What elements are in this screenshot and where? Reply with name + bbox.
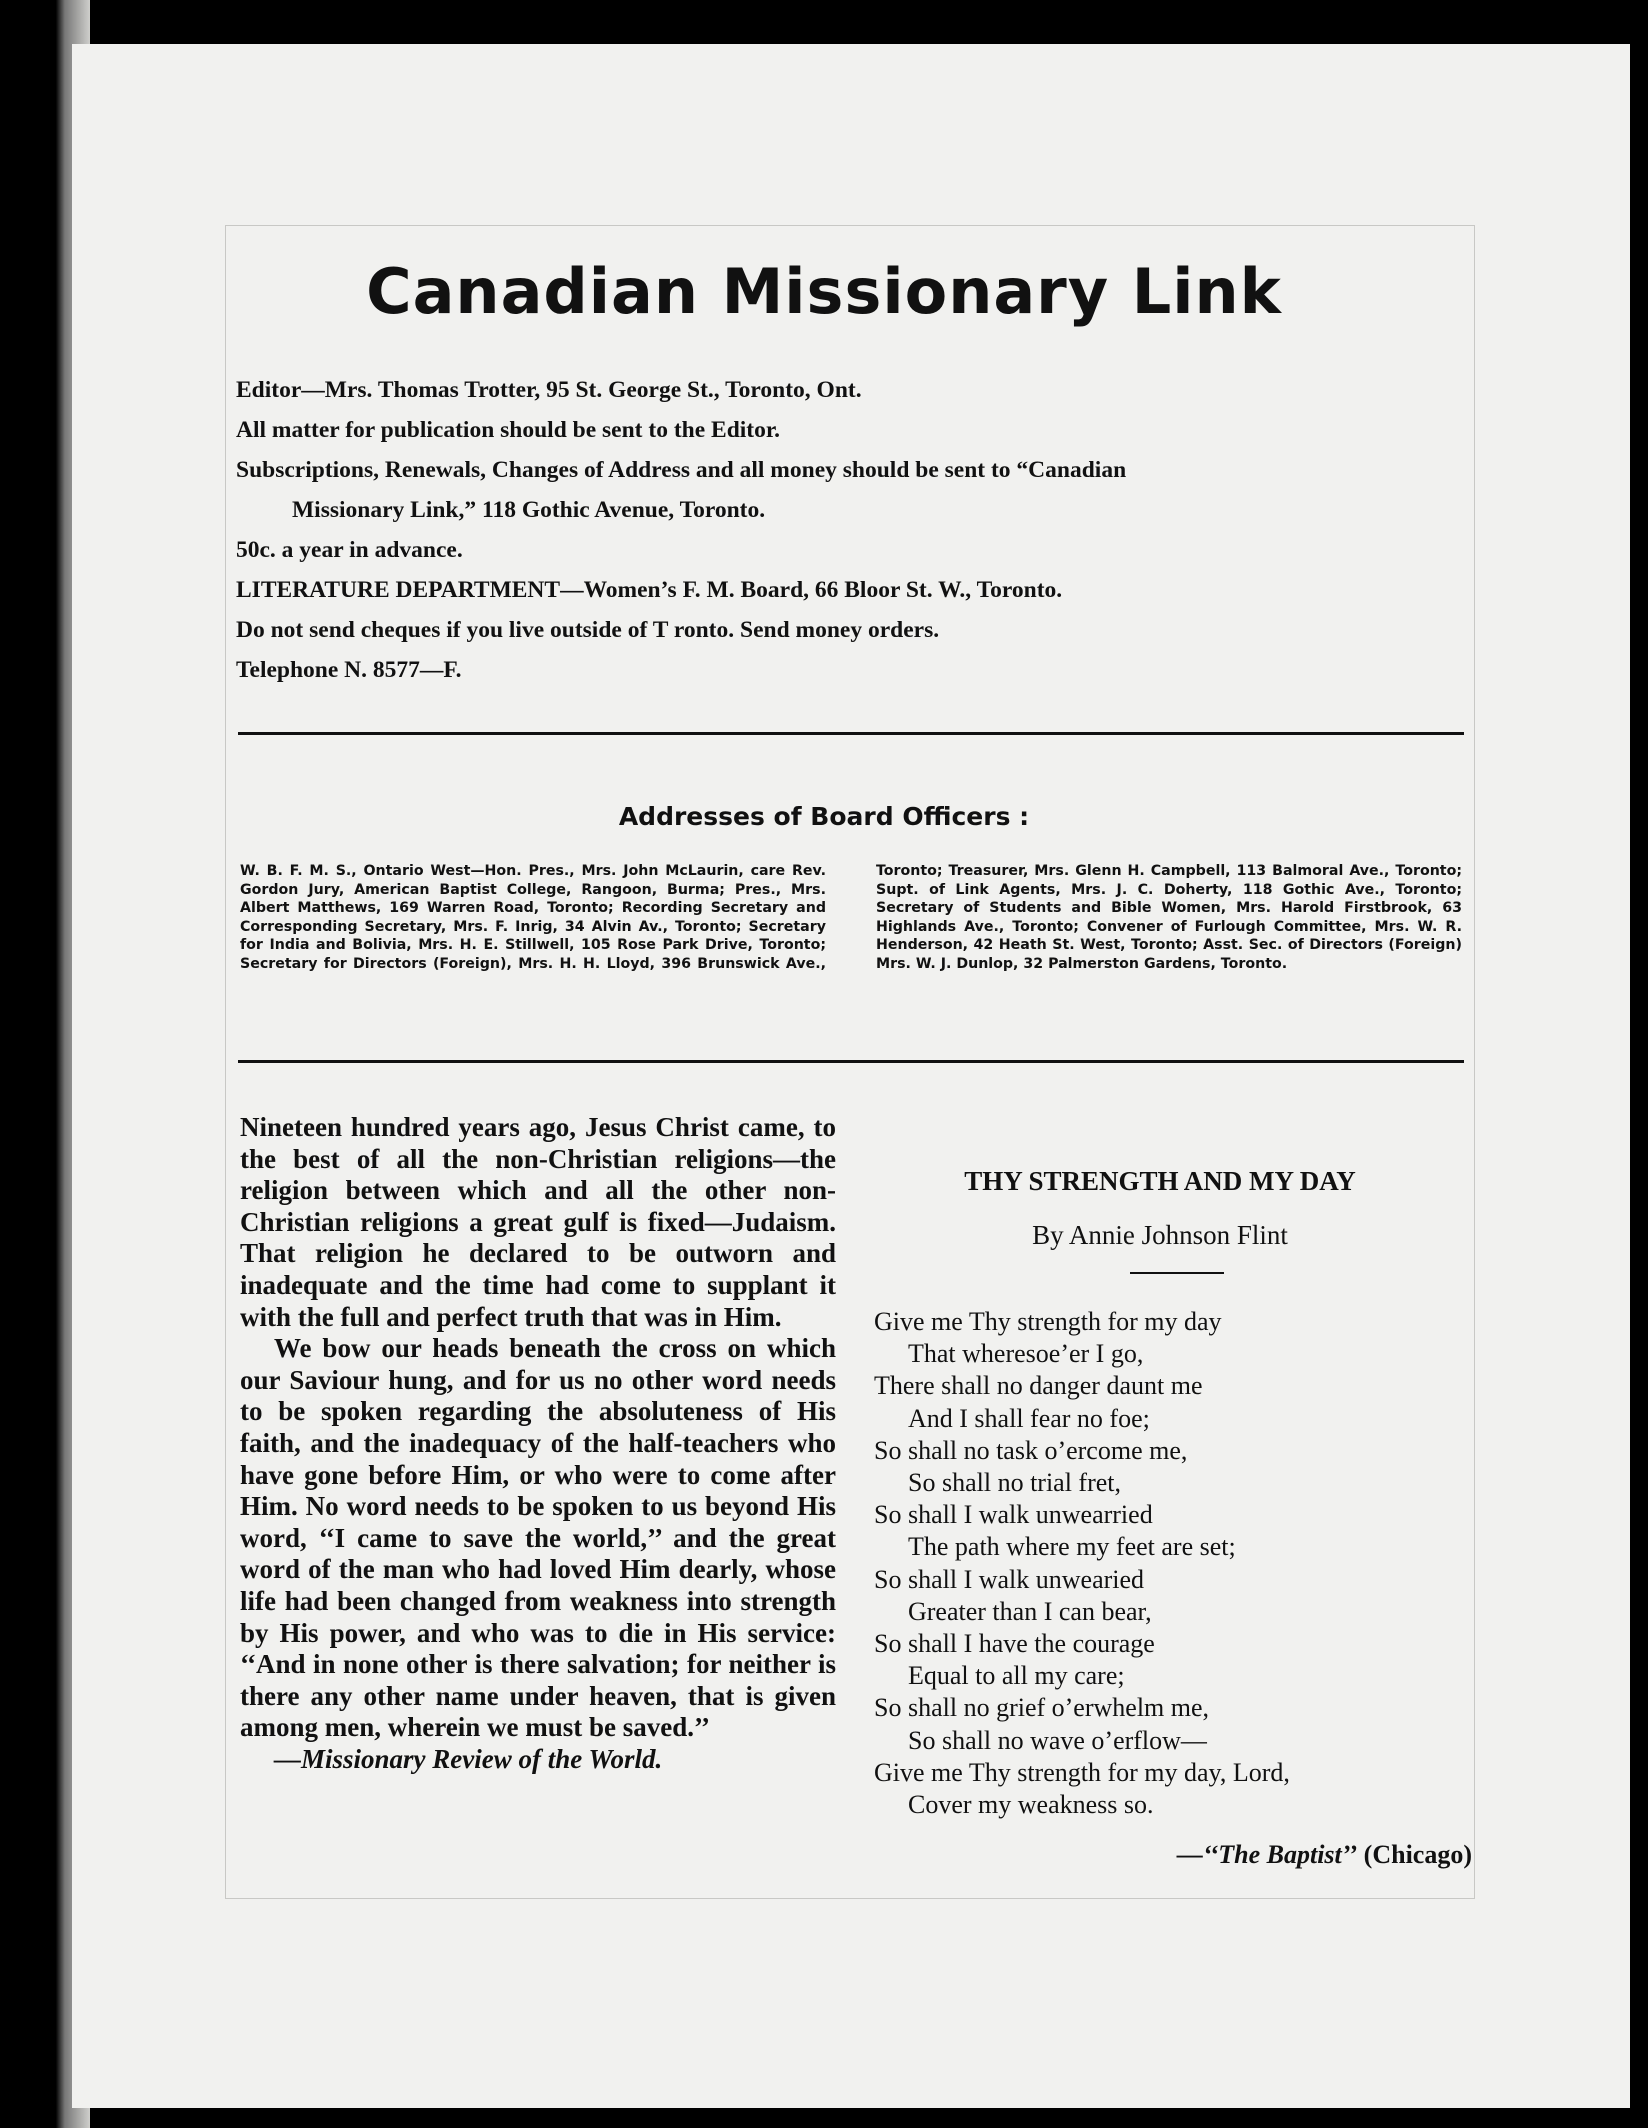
- article-source: —Missionary Review of the World.: [274, 1743, 663, 1774]
- poem-line: Give me Thy strength for my day, Lord,: [874, 1757, 1290, 1787]
- poem-line: So shall I walk unwearried: [874, 1500, 1153, 1530]
- poem-line: So shall no task o’ercome me,: [874, 1435, 1188, 1465]
- info-line-telephone: Telephone N. 8577—F.: [236, 657, 462, 683]
- info-line-editor: Editor—Mrs. Thomas Trotter, 95 St. George St., Toronto, Ont.: [236, 377, 862, 403]
- article-column: [240, 1112, 836, 1775]
- poem-line: Cover my weakness so.: [908, 1790, 1154, 1820]
- info-line-address: Missionary Link,” 118 Gothic Avenue, Toronto.: [292, 497, 766, 523]
- poem-body: [874, 1306, 1474, 1821]
- poem-line: And I shall fear no foe;: [908, 1403, 1150, 1433]
- poem-line: Give me Thy strength for my day: [874, 1307, 1222, 1336]
- masthead-title: Canadian Missionary Link: [366, 255, 1282, 328]
- officers-addresses: W. B. F. M. S., Ontario West—Hon. Pres., Mrs. John McLaurin, care Rev. Gordon Jury, American Baptist College, Rangoon, Burma; Pres., Mrs. Albert Matthews, 169 Warren Road, Toronto; Recording Secretary and Corresponding Secretary, Mrs. F. Inrig, 34 Alvin Av., Toronto; Secretary for India and Bolivia, Mrs. H. E. Stillwell, 105 Rose Park Drive, Toronto; Secretary for Directors (Foreign), Mrs. H. H. Lloyd, 396 Brunswick Ave., Toronto; Treasurer, Mrs. Glenn H. Campbell, 113 Balmoral Ave., Toronto; Supt. of Link Agents, Mrs. J. C. Doherty, 118 Gothic Ave., Toronto; Secretary of Students and Bible Women, Mrs. Harold Firstbrook, 63 Highlands Ave., Toronto; Convener of Furlough Committee, Mrs. W. R. Henderson, 42 Heath St. West, Toronto; Asst. Sec. of Directors (Foreign) Mrs. W. J. Dunlop, 32 Palmerston Gardens, Toronto.: [240, 863, 1462, 972]
- poem-credit: [860, 1840, 1472, 1870]
- poem-line: That wheresoe’er I go,: [908, 1339, 1144, 1369]
- poem-credit-place: (Chicago): [1363, 1840, 1472, 1869]
- info-line-matter: All matter for publication should be sent to the Editor.: [236, 417, 781, 443]
- officers-heading: Addresses of Board Officers :: [618, 802, 1030, 831]
- poem-line: So shall no grief o’erwhelm me,: [874, 1693, 1210, 1723]
- poem-line: There shall no danger daunt me: [874, 1371, 1203, 1401]
- poem-line: So shall no wave o’erflow—: [908, 1725, 1207, 1755]
- divider-rule: [238, 732, 1464, 735]
- poem-divider: [1130, 1272, 1224, 1274]
- info-line-literature: LITERATURE DEPARTMENT—Women’s F. M. Board, 66 Bloor St. W., Toronto.: [236, 577, 1063, 603]
- article-paragraph: Nineteen hundred years ago, Jesus Christ came, to the best of all the non-Christian religions—the religion between which and all the other non-Christian religions a great gulf is fixed—Judaism. That religion he declared to be outworn and inadequate and the time had come to supplant it with the full and perfect truth that was in Him.: [240, 1112, 836, 1332]
- poem-credit-source: —‘‘The Baptist’’: [1176, 1840, 1358, 1869]
- poem-line: Equal to all my care;: [908, 1661, 1125, 1691]
- info-line-price: 50c. a year in advance.: [236, 537, 463, 563]
- poem-line: The path where my feet are set;: [908, 1532, 1236, 1562]
- poem-line: So shall I walk unwearied: [874, 1564, 1145, 1594]
- info-line-cheques: Do not send cheques if you live outside of T ronto. Send money orders.: [236, 617, 940, 643]
- article-paragraph: We bow our heads beneath the cross on which our Saviour hung, and for us no other word needs to be spoken regarding the absoluteness of His faith, and the inadequacy of the half-teachers who have gone before Him, or who were to come after Him. No word needs to be spoken to us beyond His word, ‘‘I came to save the world,’’ and the great word of the man who had loved Him dearly, whose life had been changed from weakness into strength by His power, and who was to die in His service: ‘‘And in none other is there salvation; for neither is there any other name under heaven, that is given among men, wherein we must be saved.’’: [240, 1333, 836, 1743]
- poem-line: So shall I have the courage: [874, 1629, 1155, 1659]
- info-line-subscriptions: Subscriptions, Renewals, Changes of Address and all money should be sent to “Canadian: [236, 457, 1127, 483]
- poem-title: THY STRENGTH AND MY DAY: [964, 1166, 1356, 1196]
- poem-line: Greater than I can bear,: [908, 1596, 1152, 1626]
- divider-rule: [238, 1060, 1464, 1063]
- poem-author: By Annie Johnson Flint: [1032, 1220, 1288, 1250]
- poem-line: So shall no trial fret,: [908, 1468, 1122, 1498]
- publication-info: [236, 370, 1466, 690]
